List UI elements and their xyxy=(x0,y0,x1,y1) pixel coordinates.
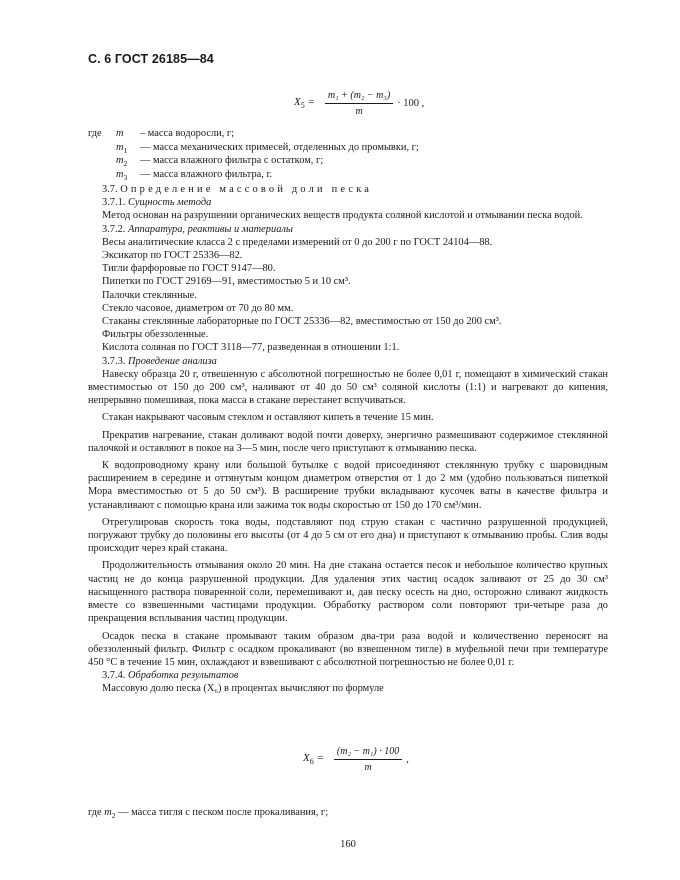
equipment-item: Палочки стеклянные. xyxy=(102,289,197,301)
definition-row: где $m_2$ — масса тигля с песком после прокаливания, г; xyxy=(88,807,329,821)
definition-row: $m_3$ — масса влажного фильтра, г. xyxy=(116,168,273,182)
equipment-item: Стаканы стеклянные лабораторные по ГОСТ 25336—82, вместимостью от 150 до 200 см³. xyxy=(102,316,502,328)
formula-x6-fraction xyxy=(334,745,402,774)
formula-x6-numerator: (m₂ − m₁) · 100 xyxy=(334,745,402,760)
section-heading-3-7: 3.7. Определение массовой доли песка xyxy=(102,184,373,195)
equipment-item: Тигли фарфоровые по ГОСТ 9147—80. xyxy=(102,263,276,275)
paragraph: Стакан накрывают часовым стеклом и оставляют кипеть в течение 15 мин. xyxy=(102,412,434,424)
formula-x5 xyxy=(294,89,424,118)
paragraph: Массовую долю песка (X₆) в процентах вычисляют по формуле xyxy=(102,683,384,695)
document-body xyxy=(88,183,608,696)
paragraph: К водопроводному крану или большой бутылке с водой присоединяют стеклянную трубку с шаровидным расширением в середине и оттянутым концом диаметром отверстия от 1 до 2 мм (удобно пользоваться пипеткой Мора вместимостью от 5 до 50 см³). В расширение трубки вкладывают кусочек ваты в качестве фильтра и устанавливают с помощью крана или зажима ток воды скоростью от 150 до 170 см³/мин. xyxy=(88,460,608,511)
paragraph: Продолжительность отмывания около 20 мин. На дне стакана остается песок и небольшое количество крупных частиц не до конца разрушенной продукции. Для удаления этих частиц осадок заливают от 25 до 30 см³ насыщенного раствора поваренной соли, перемешивают и, дав песку осесть на дно, осторожно сливают жидкость вместе со взвешенными частицами продукции. Обработку раствором соли повторяют три-четыре раза до прекращения всплывания частиц продукции. xyxy=(88,560,608,625)
subsection-heading-3-7-2: 3.7.2. Аппаратура, реактивы и материалы xyxy=(102,223,293,235)
formula-x5-denominator: m xyxy=(355,106,363,118)
paragraph: Осадок песка в стакане промывают таким образом два-три раза водой и количественно переносят на обеззоленный фильтр. Фильтр с осадком прокаливают (во взвешенном тигле) в муфельной печи при температуре 450 °С в течение 15 мин, охлаждают и взвешивают с абсолютной погрешностью не более 0,01 г. xyxy=(88,630,608,668)
definition-row: $m_2$ — масса влажного фильтра с остатком, г; xyxy=(116,155,324,169)
equipment-item: Эксикатор по ГОСТ 25336—82. xyxy=(102,250,243,262)
formula-x5-tail: · 100 , xyxy=(397,98,425,110)
subsection-heading-3-7-1: 3.7.1. Сущность метода xyxy=(102,197,212,209)
formula-x6 xyxy=(303,745,409,774)
formula-x6-lhs: $X_6$ = xyxy=(303,751,324,766)
page-header: С. 6 ГОСТ 26185—84 xyxy=(88,52,214,66)
definition-row: $m_1$ — масса механических примесей, отделенных до промывки, г; xyxy=(116,141,419,155)
formula-x6-denominator: m xyxy=(364,762,372,774)
equipment-item: Кислота соляная по ГОСТ 3118—77, разведенная в отношении 1:1. xyxy=(102,342,400,354)
paragraph: Отрегулировав скорость тока воды, подставляют под струю стакан с частично разрушенной продукцией, погружают трубку до половины его высоты (от 4 до 5 см от его дна) и приступают к отмыванию пробы. Слив воды происходит через край стакана. xyxy=(88,516,608,555)
equipment-item: Весы аналитические класса 2 с пределами измерений от 0 до 200 г по ГОСТ 24104—88. xyxy=(102,236,493,248)
subsection-heading-3-7-3: 3.7.3. Проведение анализа xyxy=(102,355,217,367)
equipment-item: Пипетки по ГОСТ 29169—91, вместимостью 5 и 10 см³. xyxy=(102,276,351,288)
equipment-item: Фильтры обеззоленные. xyxy=(102,329,209,341)
paragraph: Навеску образца 20 г, отвешенную с абсолютной погрешностью не более 0,01 г, помещают в химический стакан вместимостью от 150 до 200 см³, наливают от 40 до 50 см³ соляной кислоты (1:1) и нагревают до кипения, непрерывно помешивая, пока масса в стакане перестанет вспучиваться. xyxy=(88,368,608,407)
definition-row: где m – масса водоросли, г; xyxy=(88,128,235,139)
equipment-item: Стекло часовое, диаметром от 70 до 80 мм. xyxy=(102,302,294,314)
formula-x5-lhs: $X_5$ = xyxy=(294,95,315,110)
variable-definitions xyxy=(88,127,608,181)
formula-x6-tail: , xyxy=(406,754,409,766)
formula-x5-numerator: m₁ + (m₂ − m₃) xyxy=(325,89,393,104)
subsection-heading-3-7-4: 3.7.4. Обработка результатов xyxy=(102,670,239,682)
formula-x5-fraction xyxy=(325,89,393,118)
paragraph: Метод основан на разрушении органических веществ продукта соляной кислотой и отмывании песка водой. xyxy=(102,210,583,222)
document-page xyxy=(88,0,608,880)
page-number: 160 xyxy=(340,839,356,850)
paragraph: Прекратив нагревание, стакан доливают водой почти доверху, энергично размешивают содержимое стеклянной палочкой и оставляют в покое на 3—5 мин, после чего приступают к отмыванию песка. xyxy=(88,429,608,454)
